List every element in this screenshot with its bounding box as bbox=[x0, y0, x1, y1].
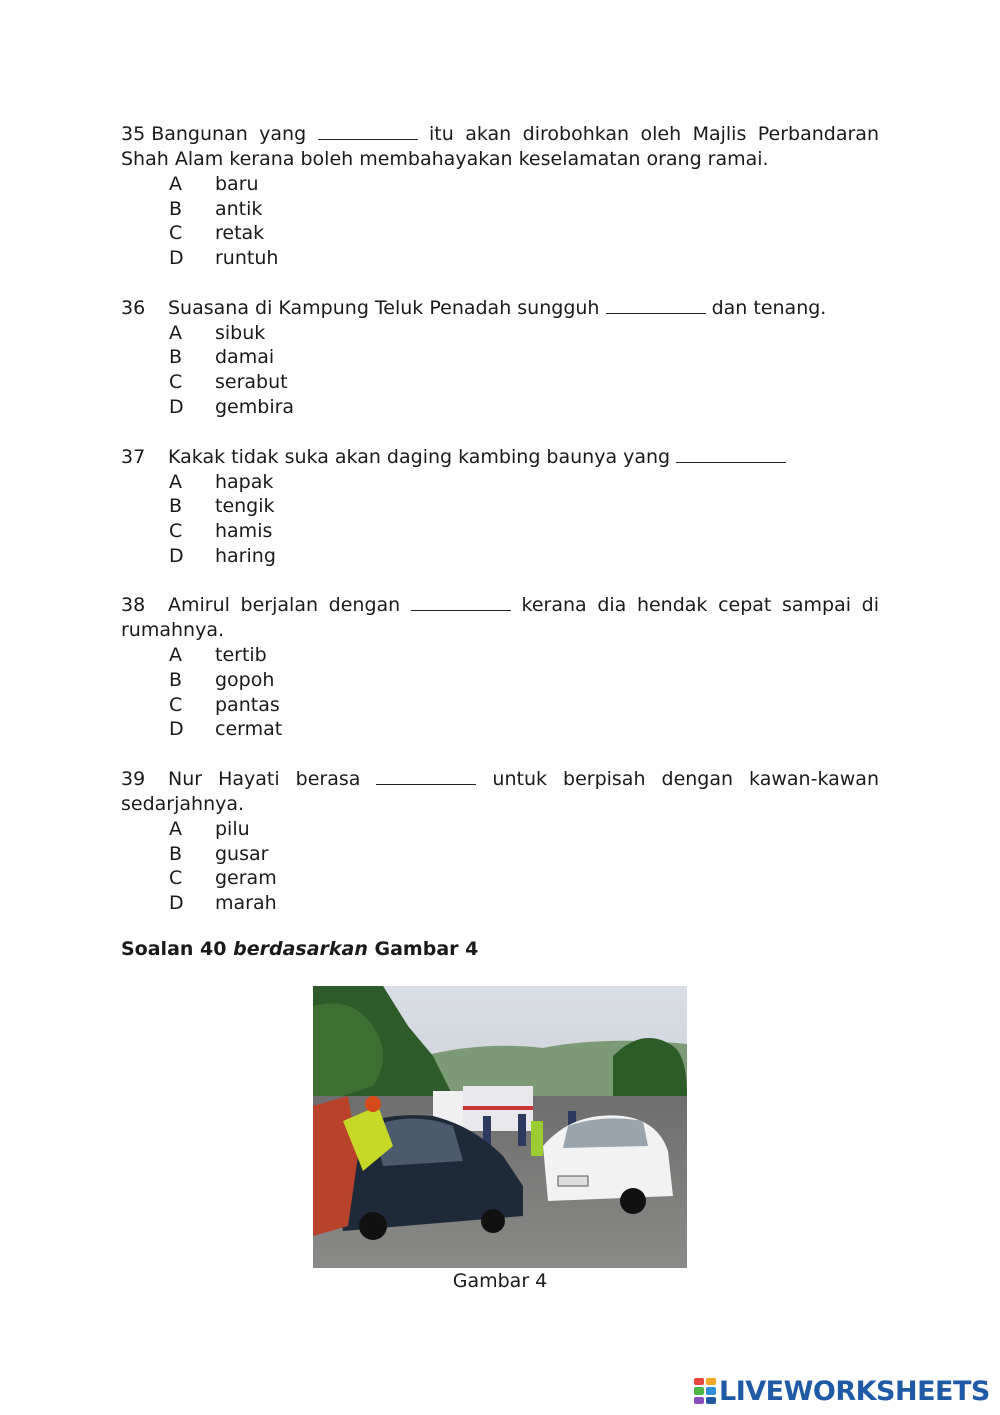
section-heading: Soalan 40 berdasarkan Gambar 4 bbox=[121, 938, 479, 960]
option-c[interactable]: C serabut bbox=[169, 371, 288, 394]
question-37 bbox=[121, 444, 879, 569]
question-stem bbox=[121, 295, 879, 321]
liveworksheets-logo-icon bbox=[694, 1378, 716, 1404]
answer-blank bbox=[376, 766, 476, 785]
question-number: 39 bbox=[121, 768, 146, 790]
question-stem bbox=[121, 592, 879, 643]
question-39 bbox=[121, 766, 879, 916]
option-d[interactable]: D gembira bbox=[169, 395, 295, 418]
option-list bbox=[121, 643, 879, 742]
option-a[interactable]: A sibuk bbox=[169, 321, 266, 344]
option-list bbox=[121, 172, 879, 271]
stem-before: Bangunan yang bbox=[151, 123, 307, 145]
answer-blank bbox=[606, 295, 706, 314]
option-list bbox=[121, 817, 879, 916]
option-c[interactable]: C geram bbox=[169, 867, 277, 890]
brand-watermark bbox=[694, 1374, 990, 1408]
question-number: 36 bbox=[121, 296, 146, 319]
stem-before: Amirul berjalan dengan bbox=[168, 594, 401, 617]
option-b[interactable]: B gusar bbox=[169, 842, 269, 865]
option-b[interactable]: B tengik bbox=[169, 495, 275, 518]
question-number: 35 bbox=[121, 123, 146, 145]
stem-before: Nur Hayati berasa bbox=[168, 768, 361, 790]
option-c[interactable]: C hamis bbox=[169, 519, 273, 542]
question-38 bbox=[121, 592, 879, 742]
option-c[interactable]: C retak bbox=[169, 222, 265, 245]
option-a[interactable]: A pilu bbox=[169, 818, 250, 840]
stem-after: dan tenang. bbox=[711, 296, 827, 319]
stem-after: itu akan dirobohkan oleh Majlis Perbandaran Shah Alam kerana boleh membahayakan keselamatan orang ramai. bbox=[121, 123, 879, 170]
question-stem bbox=[121, 444, 879, 470]
option-list bbox=[121, 470, 879, 569]
option-b[interactable]: B gopoh bbox=[169, 668, 275, 691]
question-list bbox=[121, 121, 879, 940]
question-number: 38 bbox=[121, 594, 146, 617]
option-d[interactable]: D haring bbox=[169, 544, 276, 567]
option-list bbox=[121, 321, 879, 420]
option-a[interactable]: A tertib bbox=[169, 644, 267, 667]
question-number: 37 bbox=[121, 445, 146, 468]
answer-blank bbox=[676, 444, 786, 463]
option-a[interactable]: A hapak bbox=[169, 470, 274, 493]
option-a[interactable]: A baru bbox=[169, 173, 259, 195]
option-b[interactable]: B damai bbox=[169, 346, 275, 369]
option-c[interactable]: C pantas bbox=[169, 693, 280, 716]
option-d[interactable]: D runtuh bbox=[169, 247, 279, 270]
answer-blank bbox=[318, 121, 418, 140]
option-d[interactable]: D marah bbox=[169, 892, 277, 915]
question-36 bbox=[121, 295, 879, 420]
stem-after: untuk berpisah dengan kawan-kawan sedarjahnya. bbox=[121, 768, 879, 815]
question-stem bbox=[121, 121, 879, 172]
stem-before: Kakak tidak suka akan daging kambing baunya yang bbox=[168, 445, 671, 468]
question-35 bbox=[121, 121, 879, 271]
stem-after: kerana dia hendak cepat sampai di rumahnya. bbox=[121, 594, 880, 642]
question-stem bbox=[121, 766, 879, 817]
stem-before: Suasana di Kampung Teluk Penadah sungguh bbox=[168, 296, 600, 319]
accident-photo bbox=[313, 986, 687, 1268]
option-b[interactable]: B antik bbox=[169, 197, 263, 220]
answer-blank bbox=[411, 592, 511, 611]
brand-name: LIVEWORKSHEETS bbox=[719, 1375, 990, 1407]
figure-caption: Gambar 4 bbox=[452, 1270, 548, 1292]
option-d[interactable]: D cermat bbox=[169, 718, 283, 741]
